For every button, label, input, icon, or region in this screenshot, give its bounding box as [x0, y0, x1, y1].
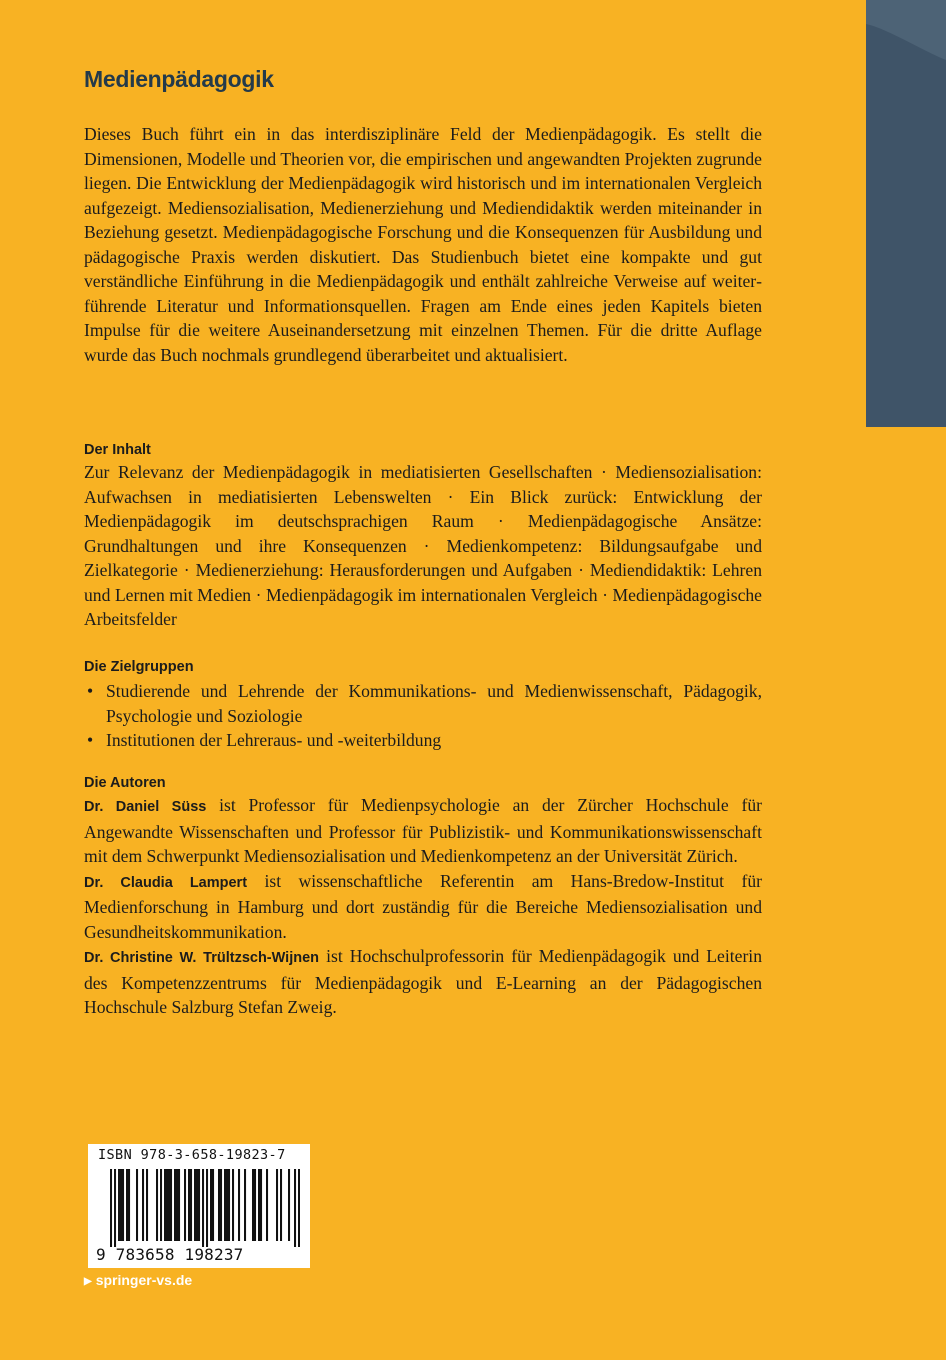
- author-name: Dr. Claudia Lampert: [84, 874, 248, 891]
- publisher-website[interactable]: [84, 1272, 192, 1288]
- barcode-bar: [136, 1169, 138, 1241]
- barcode-bar: [184, 1169, 186, 1241]
- section-heading: Die Zielgruppen: [84, 659, 194, 675]
- barcode-bar: [120, 1169, 122, 1241]
- section-zielgruppen: [84, 657, 762, 753]
- isbn-barcode: [88, 1144, 310, 1268]
- barcode-bar: [228, 1169, 230, 1241]
- barcode-bar: [168, 1169, 170, 1241]
- barcode-bars: [110, 1169, 300, 1247]
- barcode-bar: [252, 1169, 254, 1241]
- author-entry: [84, 944, 762, 1020]
- list-item: [84, 728, 762, 753]
- barcode-bar: [156, 1169, 158, 1241]
- barcode-bar: [118, 1169, 120, 1241]
- ean-digits: 9 783658 198237: [96, 1245, 244, 1264]
- bullet-icon: •: [87, 730, 94, 750]
- target-group-list: [84, 679, 762, 753]
- barcode-bar: [174, 1169, 176, 1241]
- barcode-bar: [178, 1169, 180, 1241]
- barcode-bar: [226, 1169, 228, 1241]
- book-description: Dieses Buch führt ein in das interdisziplinäre Feld der Medienpädagogik. Es stellt die Dimensionen, Modelle und Theorien vor, die empirischen und angewandten Projekten zugrunde liegen. Die Entwicklung der Medienpädagogik wird historisch und im internationalen Vergleich aufgezeigt. Mediensozialisation, Medienerziehung und Mediendidaktik werden miteinander in Beziehung gesetzt. Medienpädagogische Forschung und die Konsequenzen für Ausbildung und pädagogische Praxis werden diskutiert. Das Studienbuch bietet eine kompakte und gut verständliche Einführung in die Medienpädagogik und enthält zahlreiche Verweise auf weiterführende Literatur und Informationsquellen. Fragen am Ende eines jeden Kapitels bieten Impulse für die weitere Auseinandersetzung mit einzelnen Themen. Für die dritte Auflage wurde das Buch nochmals grundlegend überarbeitet und aktualisiert.: [84, 124, 762, 365]
- barcode-bar: [166, 1169, 168, 1241]
- barcode-bar: [188, 1169, 190, 1241]
- barcode-bar: [146, 1169, 148, 1241]
- barcode-bar: [232, 1169, 234, 1241]
- author-bio: ist Hochschulprofessorin für Medienpädagogik und Leiterin des Kompetenzzentrums für Medienpädagogik und E-Learning an der Pädagogischen Hochschule Salzburg Stefan Zweig.: [84, 946, 762, 1017]
- section-inhalt: [84, 440, 762, 632]
- barcode-bar: [218, 1169, 220, 1241]
- barcode-bar: [238, 1169, 240, 1241]
- author-bio: ist wissenschaftliche Referentin am Hans-Bredow-Institut für Medienforschung in Hamburg und dort zuständig für die Bereiche Mediensozialisation und Gesundheitskommunikation.: [84, 870, 763, 942]
- list-item-text: Studierende und Lehrende der Kommunikations- und Medienwissenschaft, Pädagogik, Psychologie und Soziologie: [106, 681, 762, 726]
- decorative-curve: [866, 0, 946, 427]
- barcode-bar: [294, 1169, 296, 1247]
- barcode-bar: [258, 1169, 260, 1241]
- section-autoren: [84, 773, 762, 1020]
- barcode-bar: [224, 1169, 226, 1241]
- section-heading: Der Inhalt: [84, 442, 151, 458]
- barcode-bar: [196, 1169, 198, 1241]
- barcode-bar: [170, 1169, 172, 1241]
- author-name: Dr. Daniel Süss: [84, 799, 207, 815]
- barcode-bar: [194, 1169, 196, 1241]
- barcode-bar: [298, 1169, 300, 1247]
- barcode-bar: [244, 1169, 246, 1241]
- barcode-bar: [210, 1169, 212, 1241]
- contents-text: Zur Relevanz der Medienpädagogik in mediatisierten Gesellschaften · Mediensozialisation: Aufwachsen in mediatisierten Lebenswelten · Ein Blick zurück: Entwicklung der Medienpädagogik im deutschsprachigen Raum · Medienpädagogische Ansätze: Grundhaltungen und ihre Konsequenzen · Medienkompetenz: Bildungsaufgabe und Zielkategorie · Medienerziehung: Herausforderungen und Aufgaben · Mediendidaktik: Lehren und Lernen mit Medien · Medienpädagogik im internationalen Vergleich · Medienpädagogische Arbeitsfelder: [84, 462, 762, 629]
- barcode-bar: [122, 1169, 124, 1241]
- isbn-label: ISBN 978-3-658-19823-7: [98, 1147, 286, 1163]
- author-bio: ist Professor für Medienpsychologie an der Zürcher Hochschule für Angewandte Wissenschaften und Professor für Publizistik- und Kommunikationswissenschaft mit dem Schwerpunkt Mediensozialisation und Medienkompetenz an der Universität Zürich.: [84, 795, 762, 866]
- author-name: Dr. Christine W. Trültzsch-Wijnen: [84, 950, 320, 966]
- barcode-bar: [206, 1169, 208, 1247]
- author-entry: [84, 869, 762, 945]
- barcode-bar: [160, 1169, 162, 1241]
- list-item: [84, 679, 762, 728]
- author-entry: [84, 793, 762, 869]
- section-heading: Die Autoren: [84, 775, 166, 791]
- barcode-bar: [220, 1169, 222, 1241]
- barcode-bar: [212, 1169, 214, 1241]
- barcode-bar: [260, 1169, 262, 1241]
- play-arrow-icon: ▶: [84, 1276, 92, 1287]
- barcode-bar: [288, 1169, 290, 1241]
- barcode-bar: [110, 1169, 112, 1247]
- barcode-bar: [126, 1169, 128, 1241]
- barcode-bar: [198, 1169, 200, 1241]
- barcode-bar: [266, 1169, 268, 1241]
- bullet-icon: •: [87, 681, 94, 701]
- barcode-bar: [114, 1169, 116, 1247]
- book-title: Medienpädagogik: [84, 66, 274, 92]
- barcode-bar: [202, 1169, 204, 1247]
- list-item-text: Institutionen der Lehreraus- und -weiterbildung: [106, 730, 442, 750]
- cover-side-panel: [866, 0, 946, 427]
- barcode-bar: [276, 1169, 278, 1241]
- website-text: springer-vs.de: [95, 1272, 193, 1288]
- barcode-bar: [190, 1169, 192, 1241]
- barcode-bar: [176, 1169, 178, 1241]
- barcode-bar: [164, 1169, 166, 1241]
- barcode-bar: [254, 1169, 256, 1241]
- barcode-bar: [128, 1169, 130, 1241]
- barcode-bar: [280, 1169, 282, 1241]
- barcode-bar: [142, 1169, 144, 1241]
